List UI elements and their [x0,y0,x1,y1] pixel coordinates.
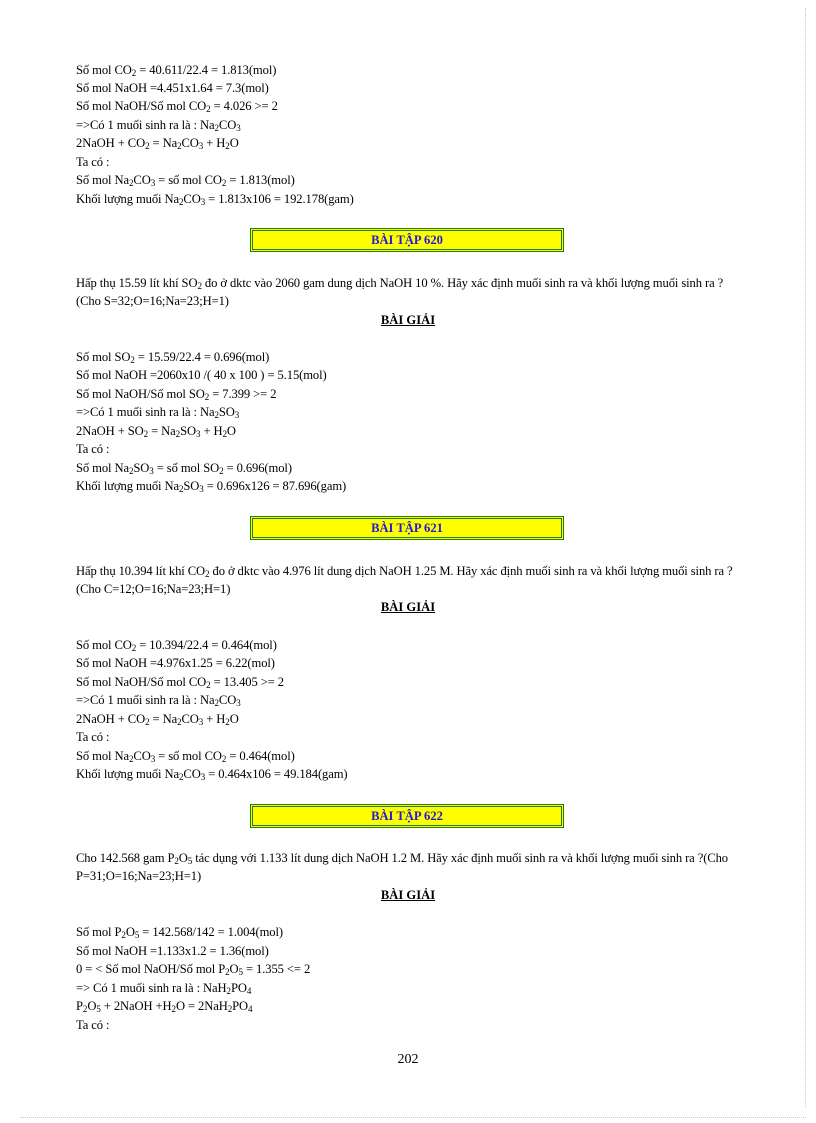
text-line: Số mol NaOH =4.451x1.64 = 7.3(mol) [76,81,269,95]
page-number: 202 [397,1052,419,1067]
exercise-title: BÀI TẬP 622 [371,808,443,823]
solution-heading: BÀI GIẢI [380,600,436,614]
result-line: Khối lượng muối $Na_2CO_3 = 1.813x106 = 192.178(gam)$ [76,192,354,207]
text-line: Ta có : [76,730,110,744]
page-border-right [804,8,806,1108]
result-line: Khối lượng muối $Na_2SO_3 = 0.696x126 = 87.696(gam)$ [76,479,347,494]
problem-statement: Hấp thụ 15.59 lít khí $SO_2$ đo ở dktc vào 2060 gam dung dịch NaOH 10 %. Hãy xác định muối sinh ra và khối lượng muối sinh ra ?(Cho S=32;O=16;Na=23;H=1) [76,276,724,308]
text-line: => Có 1 muối sinh ra là : $NaH_2PO_4$ [76,981,252,996]
text-line: Số mol $Na_2CO_3$ = số mol $CO_2 = 1.813(mol)$ [76,173,295,188]
text-line: Số mol $CO_2 = 40.611/22.4 = 1.813(mol)$ [76,63,277,78]
text-line: Số mol $P_2O_5 = 142.568/142 = 1.004(mol)$ [76,925,283,940]
text-line: =>Có 1 muối sinh ra là : $Na_2CO_3$ [76,118,241,133]
exercise-title-box [250,804,564,828]
text-line: Số mol NaOH/Số mol $CO_2 = 4.026 >= 2$ [76,99,278,114]
text-line: Số mol NaOH =2060x10 /( 40 x 100 ) = 5.15(mol) [76,368,327,382]
text-line: Ta có : [76,1018,110,1032]
text-line: Số mol NaOH =1.133x1.2 = 1.36(mol) [76,944,269,958]
equation-line: 2NaOH + $SO_2 = Na_2SO_3 + H_2O$ [76,424,236,439]
text-line: Số mol $SO_2 = 15.59/22.4 = 0.696(mol)$ [76,350,270,365]
solution-heading: BÀI GIẢI [380,888,436,902]
text-line: Số mol $Na_2SO_3$ = số mol $SO_2 = 0.696(mol)$ [76,461,292,476]
text-line: Số mol NaOH/Số mol $CO_2 = 13.405 >= 2$ [76,675,284,690]
exercise-title: BÀI TẬP 621 [371,520,443,535]
equation-line: $P_2O_5$ + 2NaOH $+H_2O = 2NaH_2PO_4$ [76,999,253,1014]
solution-heading: BÀI GIẢI [380,313,436,327]
text-line: Số mol $Na_2CO_3$ = số mol $CO_2 = 0.464(mol)$ [76,749,295,764]
equation-line: 2NaOH + $CO_2 = Na_2CO_3 + H_2O$ [76,136,239,151]
result-line: Khối lượng muối $Na_2CO_3 = 0.464x106 = 49.184(gam)$ [76,767,348,782]
exercise-title-box [250,516,564,540]
text-line: Số mol NaOH/Số mol $SO_2 = 7.399 >= 2$ [76,387,277,402]
page-border-bottom [20,1117,806,1118]
problem-statement: Hấp thụ 10.394 lít khí $CO_2$ đo ở dktc vào 4.976 lít dung dịch NaOH 1.25 M. Hãy xác định muối sinh ra và khối lượng muối sinh ra ?(Cho C=12;O=16;Na=23;H=1) [76,564,733,596]
text-line: Ta có : [76,155,110,169]
problem-statement: Cho 142.568 gam $P_2O_5$ tác dụng với 1.133 lít dung dịch NaOH 1.2 M. Hãy xác định muối sinh ra và khối lượng muối sinh ra ?(Cho P=31;O=16;Na=23;H=1) [76,851,728,883]
text-line: 0 = < Số mol NaOH/Số mol $P_2O_5 = 1.355 <= 2$ [76,962,311,977]
exercise-title: BÀI TẬP 620 [371,232,443,247]
text-line: =>Có 1 muối sinh ra là : $Na_2SO_3$ [76,405,240,420]
text-line: =>Có 1 muối sinh ra là : $Na_2CO_3$ [76,693,241,708]
text-line: Số mol $CO_2 = 10.394/22.4 = 0.464(mol)$ [76,638,277,653]
exercise-title-box [250,228,564,252]
text-line: Ta có : [76,442,110,456]
text-line: Số mol NaOH =4.976x1.25 = 6.22(mol) [76,656,275,670]
equation-line: 2NaOH + $CO_2 = Na_2CO_3 + H_2O$ [76,712,239,727]
